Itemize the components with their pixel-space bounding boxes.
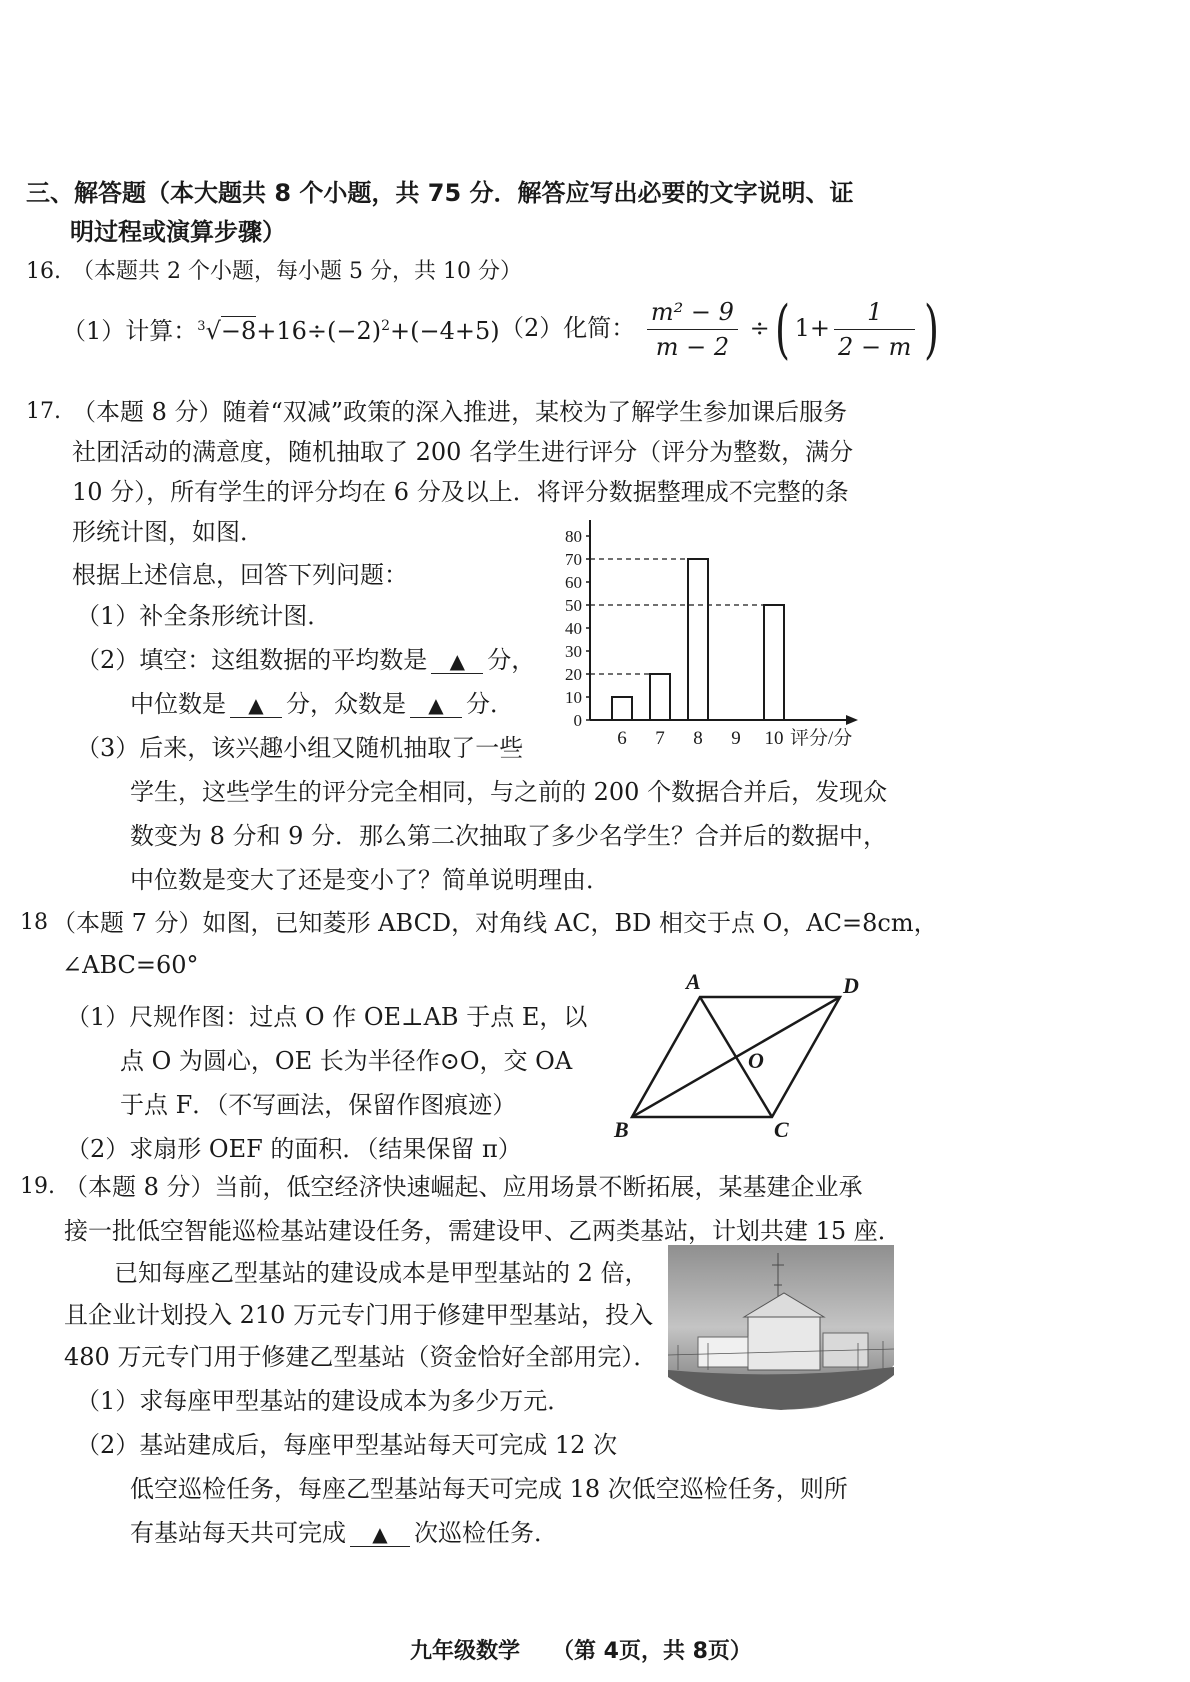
q16-inner-num: 1 — [834, 295, 915, 330]
q17-part3-line4: 中位数是变大了还是变小了？简单说明理由． — [130, 866, 610, 894]
q17-line1: （本题 8 分）随着“双减”政策的深入推进，某校为了解学生参加课后服务 — [72, 398, 848, 426]
mode-unit: 分． — [466, 690, 514, 718]
q18-part1-line1: （1）尺规作图：过点 O 作 OE⊥AB 于点 E，以 — [66, 1003, 588, 1031]
y-tick-label: 80 — [565, 527, 582, 546]
base-station-photo — [668, 1245, 894, 1410]
q19-line2: 接一批低空智能巡检基站建设任务，需建设甲、乙两类基站，计划共建 15 座． — [64, 1217, 902, 1245]
section-title: 三、解答题（本大题共 8 个小题，共 75 分．解答应写出必要的文字说明、证 — [26, 179, 854, 207]
q19-total-label: 有基站每天共可完成 — [130, 1519, 346, 1547]
mode-label: 分，众数是 — [286, 690, 406, 718]
q16-expr: +16÷(−2) — [256, 317, 382, 345]
q18-part2: （2）求扇形 OEF 的面积．（结果保留 π） — [66, 1135, 522, 1163]
q16-expr-tail: +(−4+5) — [390, 317, 500, 345]
q19-line1: （本题 8 分）当前，低空经济快速崛起、应用场景不断拓展，某基建企业承 — [64, 1173, 863, 1201]
q16-exponent: 2 — [381, 318, 391, 334]
q16-fraction-num: m² − 9 — [647, 295, 738, 330]
q19-line4: 且企业计划投入 210 万元专门用于修建甲型基站，投入 — [64, 1301, 654, 1329]
q18-line2: ∠ABC=60° — [62, 951, 199, 979]
y-tick-label: 70 — [565, 550, 582, 569]
label-a: A — [686, 969, 701, 994]
y-tick-label: 50 — [565, 596, 582, 615]
q16-radicand: −8 — [220, 317, 257, 345]
q19-part1: （1）求每座甲型基站的建设成本为多少万元． — [76, 1387, 572, 1415]
q18-part1-line2: 点 O 为圆心，OE 长为半径作⊙O，交 OA — [120, 1047, 573, 1075]
bar-chart — [545, 520, 875, 765]
q16-header: （本题共 2 个小题，每小题 5 分，共 10 分） — [72, 259, 522, 284]
q17-line2: 社团活动的满意度，随机抽取了 200 名学生进行评分（评分为整数，满分 — [72, 438, 854, 466]
label-c: C — [774, 1117, 789, 1142]
q17-part2-line2 — [130, 689, 514, 719]
y-tick-label: 0 — [573, 711, 582, 730]
x-tick-label: 7 — [655, 728, 665, 749]
median-label: 中位数是 — [130, 690, 226, 718]
label-o: O — [748, 1048, 764, 1073]
q16-inner-fraction — [834, 295, 915, 364]
q17-line4: 形统计图，如图． — [72, 518, 264, 546]
left-paren: ( — [774, 292, 790, 367]
q16-part1 — [62, 311, 500, 346]
q19-part2-line2: 低空巡检任务，每座乙型基站每天可完成 18 次低空巡检任务，则所 — [130, 1475, 848, 1503]
q18-part1-line3: 于点 F．（不写画法，保留作图痕迹） — [120, 1091, 517, 1119]
q16-inner-den: 2 − m — [838, 333, 912, 361]
bar-score-7 — [650, 674, 670, 720]
q17-part2-line1 — [76, 645, 535, 675]
q19-number: 19. — [20, 1174, 55, 1199]
inspection-total-blank[interactable]: ▲ — [350, 1522, 410, 1547]
q16-part2-label: （2）化简： — [500, 314, 636, 342]
footer-page: （第 4页，共 8页） — [552, 1639, 752, 1664]
bar-score-10 — [764, 605, 784, 720]
q19-part2-line3 — [130, 1518, 558, 1548]
y-tick-label: 20 — [565, 665, 582, 684]
label-b: B — [614, 1117, 629, 1142]
rhombus-figure — [610, 965, 880, 1145]
q17-intro: 根据上述信息，回答下列问题： — [72, 561, 408, 589]
q17-part3-line3: 数变为 8 分和 9 分．那么第二次抽取了多少名学生？合并后的数据中， — [130, 822, 888, 850]
q16-part1-label: （1）计算： — [62, 317, 198, 345]
bar-score-6 — [612, 697, 632, 720]
mode-blank[interactable]: ▲ — [410, 693, 462, 718]
q19-part2-line1: （2）基站建成后，每座甲型基站每天可完成 12 次 — [76, 1431, 618, 1459]
footer-subject: 九年级数学 — [410, 1639, 521, 1664]
cube-root-index: 3 — [197, 319, 206, 334]
y-tick-label: 30 — [565, 642, 582, 661]
y-tick-label: 40 — [565, 619, 582, 638]
x-axis-label: 评分/分 — [790, 728, 853, 749]
q19-line3: 已知每座乙型基站的建设成本是甲型基站的 2 倍， — [114, 1259, 649, 1287]
x-tick-label: 8 — [693, 728, 703, 749]
radical-sign: √ — [205, 317, 221, 345]
q16-fraction-den: m − 2 — [655, 333, 730, 361]
q19-total-unit: 次巡检任务． — [414, 1519, 558, 1547]
q17-part2-text: （2）填空：这组数据的平均数是 — [76, 646, 428, 674]
q17-part3-line1: （3）后来，该兴趣小组又随机抽取了一些 — [76, 734, 524, 762]
label-d: D — [843, 973, 859, 998]
q18-line1: （本题 7 分）如图，已知菱形 ABCD，对角线 AC，BD 相交于点 O，AC=8cm， — [52, 909, 938, 937]
q16-one-plus: 1+ — [794, 314, 831, 342]
q16-fraction — [647, 295, 738, 364]
x-tick-label: 9 — [731, 728, 741, 749]
diagonal-bd — [632, 997, 840, 1117]
q17-part2-unit: 分， — [487, 646, 536, 674]
q16-division: ÷ — [749, 314, 770, 342]
x-axis-arrow — [846, 715, 858, 725]
section-title-cont: 明过程或演算步骤） — [70, 218, 286, 246]
y-tick-label: 60 — [565, 573, 582, 592]
q17-line3: 10 分），所有学生的评分均在 6 分及以上．将评分数据整理成不完整的条 — [72, 478, 849, 506]
q19-line5: 480 万元专门用于修建乙型基站（资金恰好全部用完）． — [64, 1343, 658, 1371]
bar-score-8 — [688, 559, 708, 720]
right-paren: ) — [924, 292, 940, 367]
q16-number: 16. — [26, 259, 61, 284]
x-tick-label: 10 — [764, 728, 784, 749]
q16-part2 — [500, 292, 944, 367]
q17-part3-line2: 学生，这些学生的评分完全相同，与之前的 200 个数据合并后，发现众 — [130, 778, 888, 806]
q18-number: 18 — [20, 910, 48, 935]
y-tick-label: 10 — [565, 688, 582, 707]
x-tick-label: 6 — [617, 728, 627, 749]
mean-blank[interactable]: ▲ — [431, 649, 483, 674]
q17-number: 17. — [26, 399, 61, 424]
q17-part1: （1）补全条形统计图． — [76, 602, 332, 630]
median-blank[interactable]: ▲ — [230, 693, 282, 718]
